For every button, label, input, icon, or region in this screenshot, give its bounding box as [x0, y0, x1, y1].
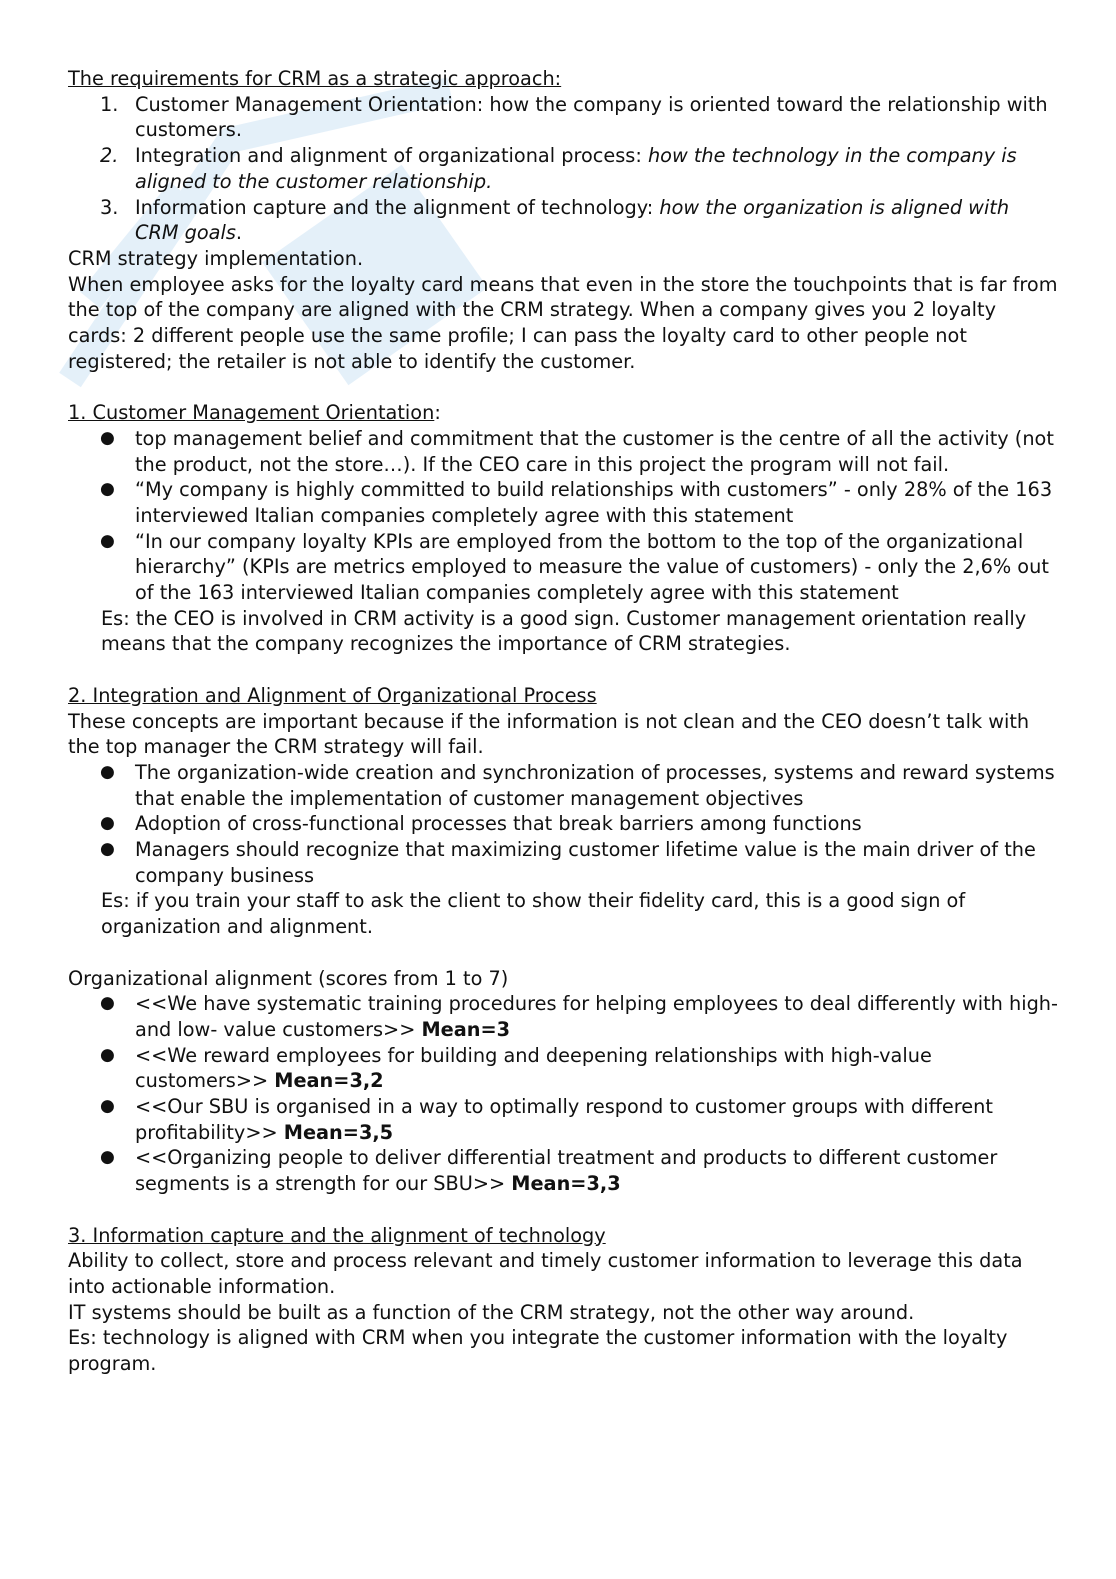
list-item: ● “In our company loyalty KPIs are employed from the bottom to the top of the organizational hierarchy” (KPIs are metrics employed to measure the value of customers) - only the 2,6% out of the 163 interviewed Italian companies completely agree with this statement — [100, 529, 1049, 605]
section3-heading: 3. Information capture and the alignment of technology — [68, 1223, 606, 1247]
mean-score: Mean=3,5 — [283, 1120, 394, 1144]
section3-paragraph-1: Ability to collect, store and process relevant and timely customer information to leverage this data into actionable information. — [68, 1249, 1023, 1298]
list-item: ● “My company is highly committed to build relationships with customers” - only 28% of the 163 interviewed Italian companies completely agree with this statement — [100, 478, 1053, 527]
section2-intro: These concepts are important because if the information is not clean and the CEO doesn’t talk with the top manager the CRM strategy will fail. — [68, 709, 1030, 759]
alignment-bullets — [68, 991, 1058, 1197]
list-item: ● <<We have systematic training procedures for helping employees to deal differently with high- and low- value customers>> Mean=3 — [100, 992, 1058, 1041]
list-item: ● <<We reward employees for building and deepening relationships with high-value customers>> Mean=3,2 — [100, 1043, 932, 1093]
impl-paragraph: When employee asks for the loyalty card means that even in the store the touchpoints that is far from the top of the company are aligned with the CRM strategy. When a company gives you 2 loyalty cards: 2 different people use the same profile; I can pass the loyalty card to other people not registered; the retailer is not able to identify the customer. — [68, 272, 1058, 373]
list-item: ● Managers should recognize that maximizing customer lifetime value is the main driver of the company business — [100, 838, 1036, 887]
impl-title: CRM strategy implementation. — [68, 246, 364, 270]
document-page — [68, 66, 1058, 1377]
list-item: ● <<Organizing people to deliver differential treatment and products to different customer segments is a strength for our SBU>> Mean=3,3 — [100, 1146, 998, 1196]
requirements-list — [68, 92, 1058, 246]
list-item: ● <<Our SBU is organised in a way to optimally respond to customer groups with different profitability>> Mean=3,5 — [100, 1095, 993, 1144]
mean-score: Mean=3,2 — [274, 1069, 384, 1093]
mean-score: Mean=3,3 — [511, 1172, 621, 1196]
section2-bullets — [68, 760, 1058, 889]
section2-heading: 2. Integration and Alignment of Organizational Process — [68, 683, 597, 707]
requirement-item: 1. Customer Management Orientation: how the company is oriented toward the relationship with customers. — [100, 92, 1048, 142]
requirements-heading: The requirements for CRM as a strategic approach: — [68, 67, 562, 90]
mean-score: Mean=3 — [421, 1017, 511, 1041]
list-item: ● top management belief and commitment that the customer is the centre of all the activity (not the product, not the store…). If the CEO care in this project the program will not fail. — [100, 426, 1054, 476]
requirement-item: 2. Integration and alignment of organizational process: how the technology in the company is aligned to the customer relationship. — [100, 144, 1017, 193]
list-item: ● Adoption of cross-functional processes that break barriers among functions — [100, 812, 862, 836]
list-item: ● The organization-wide creation and synchronization of processes, systems and reward systems that enable the implementation of customer management objectives — [100, 760, 1055, 810]
section1-bullets — [68, 426, 1058, 606]
requirement-item: 3. Information capture and the alignment of technology: how the organization is aligned with CRM goals. — [100, 195, 1010, 245]
alignment-title: Organizational alignment (scores from 1 to 7) — [68, 966, 509, 990]
section3-paragraph-3: Es: technology is aligned with CRM when you integrate the customer information with the loyalty program. — [68, 1326, 1008, 1376]
section2-example: Es: if you train your staff to ask the client to show their fidelity card, this is a good sign of organization and alignment. — [101, 889, 966, 939]
section1-example: Es: the CEO is involved in CRM activity is a good sign. Customer management orientation really means that the company recognizes the importance of CRM strategies. — [101, 606, 1027, 656]
section1-heading: 1. Customer Management Orientation: — [68, 401, 441, 425]
section3-paragraph-2: IT systems should be built as a function of the CRM strategy, not the other way around. — [68, 1300, 915, 1324]
